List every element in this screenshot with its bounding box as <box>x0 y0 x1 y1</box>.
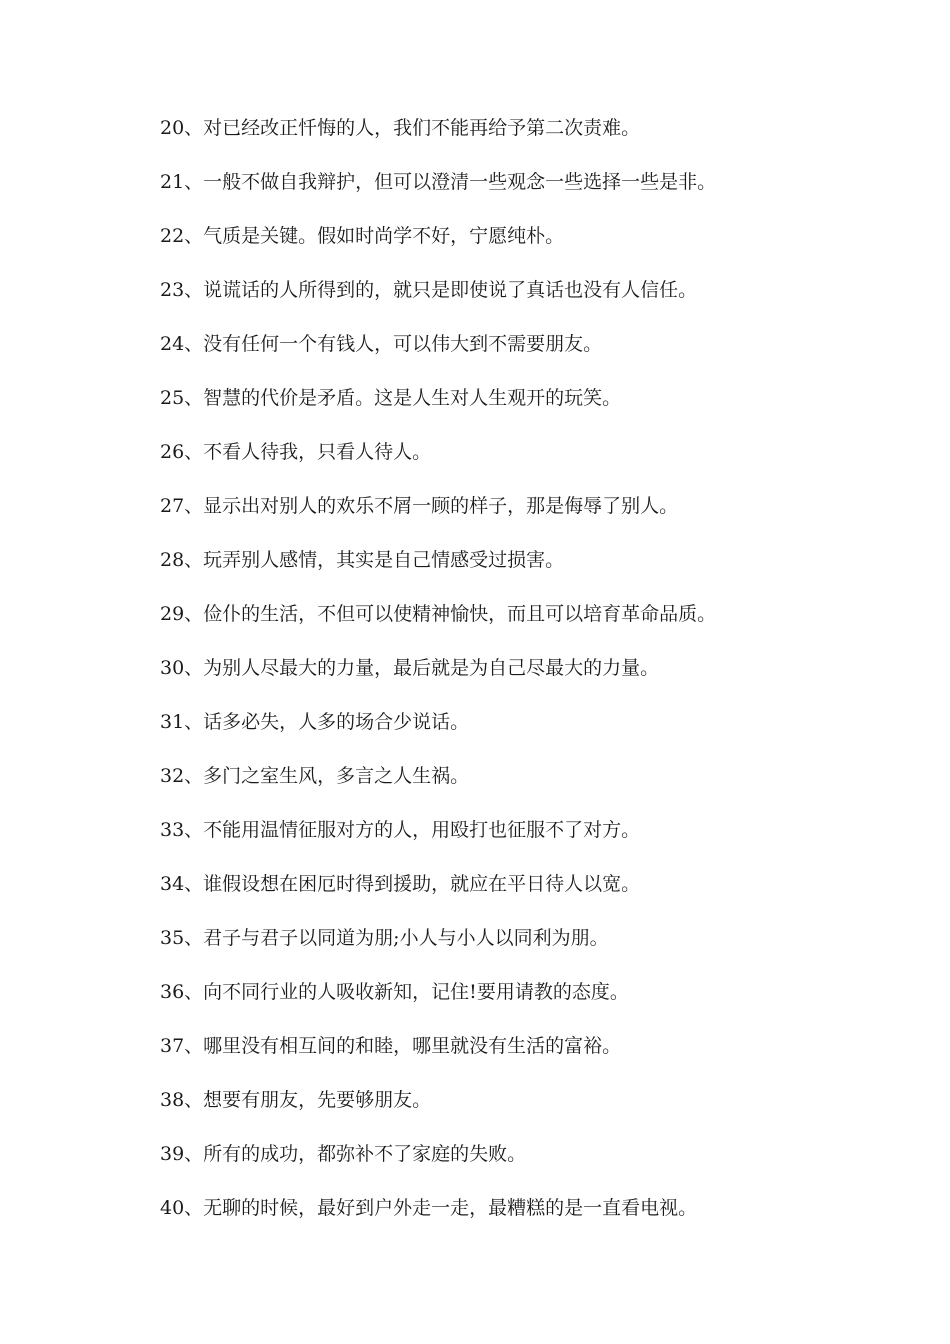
quote-list <box>160 113 920 1247</box>
quote-line: 20、对已经改正忏悔的人，我们不能再给予第二次责难。 <box>160 117 641 139</box>
quote-line: 26、不看人待我，只看人待人。 <box>160 441 432 463</box>
quote-line: 25、智慧的代价是矛盾。这是人生对人生观开的玩笑。 <box>160 387 622 409</box>
quote-line: 39、所有的成功，都弥补不了家庭的失败。 <box>160 1143 527 1165</box>
quote-line: 37、哪里没有相互间的和睦，哪里就没有生活的富裕。 <box>160 1035 622 1057</box>
quote-line: 28、玩弄别人感情，其实是自己情感受过损害。 <box>160 549 565 571</box>
quote-line: 24、没有任何一个有钱人，可以伟大到不需要朋友。 <box>160 333 603 355</box>
quote-line: 21、一般不做自我辩护，但可以澄清一些观念一些选择一些是非。 <box>160 171 717 193</box>
quote-line: 22、气质是关键。假如时尚学不好，宁愿纯朴。 <box>160 225 565 247</box>
quote-line: 38、想要有朋友，先要够朋友。 <box>160 1089 432 1111</box>
quote-line: 30、为别人尽最大的力量，最后就是为自己尽最大的力量。 <box>160 657 660 679</box>
quote-line: 29、俭仆的生活，不但可以使精神愉快，而且可以培育革命品质。 <box>160 603 717 625</box>
quote-line: 31、话多必失，人多的场合少说话。 <box>160 711 470 733</box>
quote-line: 33、不能用温情征服对方的人，用殴打也征服不了对方。 <box>160 819 641 841</box>
quote-line: 34、谁假设想在困厄时得到援助，就应在平日待人以宽。 <box>160 873 641 895</box>
quote-line: 27、显示出对别人的欢乐不屑一顾的样子，那是侮辱了别人。 <box>160 495 679 517</box>
quote-line: 35、君子与君子以同道为朋;小人与小人以同利为朋。 <box>160 927 609 949</box>
quote-line: 40、无聊的时候，最好到户外走一走，最糟糕的是一直看电视。 <box>160 1197 698 1219</box>
quote-line: 23、说谎话的人所得到的，就只是即使说了真话也没有人信任。 <box>160 279 698 301</box>
quote-line: 32、多门之室生风，多言之人生祸。 <box>160 765 470 787</box>
quote-line: 36、向不同行业的人吸收新知，记住!要用请教的态度。 <box>160 981 629 1003</box>
